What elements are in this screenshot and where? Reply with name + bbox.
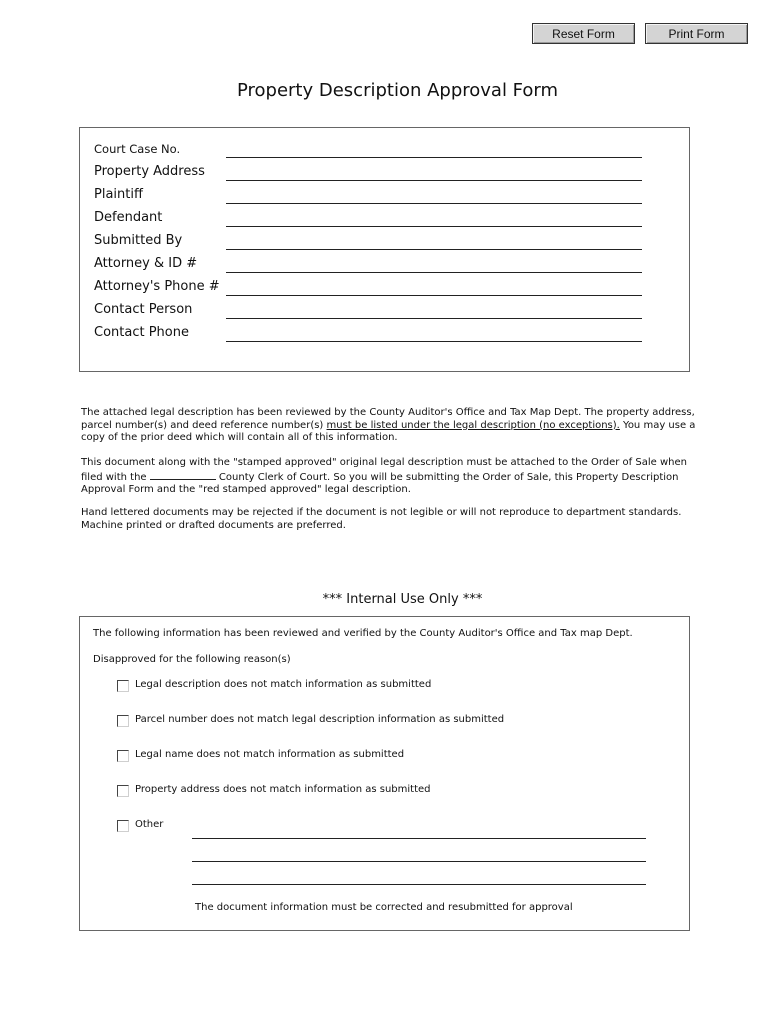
internal-use-box [79, 616, 690, 931]
instructions-paragraph-1 [81, 407, 701, 445]
p2-text-b: County Clerk of Court. So you will be submitting the Order of Sale, this Property Description Approval Form and the "red stamped approved" legal description. [81, 471, 679, 496]
field-plaintiff [80, 186, 689, 206]
attorney-phone-input[interactable] [226, 295, 642, 296]
p1-text-a: The attached legal description has been reviewed by the County Auditor's Office and Tax Map Dept. The property address, parcel number(s) and deed reference number(s) [81, 407, 695, 431]
field-court-case [80, 140, 689, 160]
reason-checkbox-other[interactable] [117, 820, 129, 832]
page-title: Property Description Approval Form [236, 80, 559, 101]
contact-person-input[interactable] [226, 318, 642, 319]
field-submitted-by [80, 232, 689, 252]
field-property-address [80, 163, 689, 183]
county-blank-field[interactable] [150, 470, 216, 480]
reason-label: Legal description does not match information as submitted [135, 679, 432, 690]
attorney-id-input[interactable] [226, 272, 642, 273]
field-contact-person [80, 301, 689, 321]
field-label: Contact Phone [94, 325, 189, 340]
reason-label: Other [135, 819, 164, 830]
reason-checkbox-legal-description[interactable] [117, 680, 129, 692]
p1-underlined-text: must be listed under the legal description (no exceptions). [326, 419, 620, 431]
reason-label: Property address does not match information as submitted [135, 784, 431, 795]
other-reason-line-1[interactable] [192, 838, 646, 839]
field-contact-phone [80, 324, 689, 344]
case-info-box [79, 127, 690, 372]
other-reason-line-3[interactable] [192, 884, 646, 885]
submitted-by-input[interactable] [226, 249, 642, 250]
reason-checkbox-legal-name[interactable] [117, 750, 129, 762]
reason-checkbox-property-address[interactable] [117, 785, 129, 797]
field-label: Attorney's Phone # [94, 279, 220, 294]
print-form-button[interactable]: Print Form [645, 23, 748, 44]
field-label: Submitted By [94, 233, 183, 248]
reason-label: Parcel number does not match legal description information as submitted [135, 714, 505, 725]
field-attorney-phone [80, 278, 689, 298]
defendant-input[interactable] [226, 226, 642, 227]
field-label: Plaintiff [94, 187, 143, 202]
disapproved-label: Disapproved for the following reason(s) [93, 654, 291, 665]
internal-use-title: *** Internal Use Only *** [322, 592, 483, 607]
field-defendant [80, 209, 689, 229]
field-label: Court Case No. [94, 142, 181, 156]
internal-intro: The following information has been reviewed and verified by the County Auditor's Office and Tax map Dept. [93, 628, 633, 639]
plaintiff-input[interactable] [226, 203, 642, 204]
instructions-paragraph-3: Hand lettered documents may be rejected if the document is not legible or will not reproduce to department standards. Machine printed or drafted documents are preferred. [81, 507, 682, 531]
resubmit-note: The document information must be corrected and resubmitted for approval [195, 902, 573, 913]
field-label: Contact Person [94, 302, 193, 317]
p1-text-b: You may use a copy of the prior deed which will contain all of this information. [81, 419, 696, 444]
field-label: Attorney & ID # [94, 256, 198, 271]
instructions-paragraph-2 [81, 457, 701, 497]
reason-checkbox-parcel-number[interactable] [117, 715, 129, 727]
field-attorney-id [80, 255, 689, 275]
reset-form-button[interactable]: Reset Form [532, 23, 635, 44]
field-label: Property Address [94, 164, 205, 179]
court-case-input[interactable] [226, 157, 642, 158]
field-label: Defendant [94, 210, 163, 225]
other-reason-line-2[interactable] [192, 861, 646, 862]
property-address-input[interactable] [226, 180, 642, 181]
p2-text-a: This document along with the "stamped approved" original legal description must be attached to the Order of Sale when filed with the [81, 457, 687, 483]
contact-phone-input[interactable] [226, 341, 642, 342]
reason-label: Legal name does not match information as submitted [135, 749, 405, 760]
